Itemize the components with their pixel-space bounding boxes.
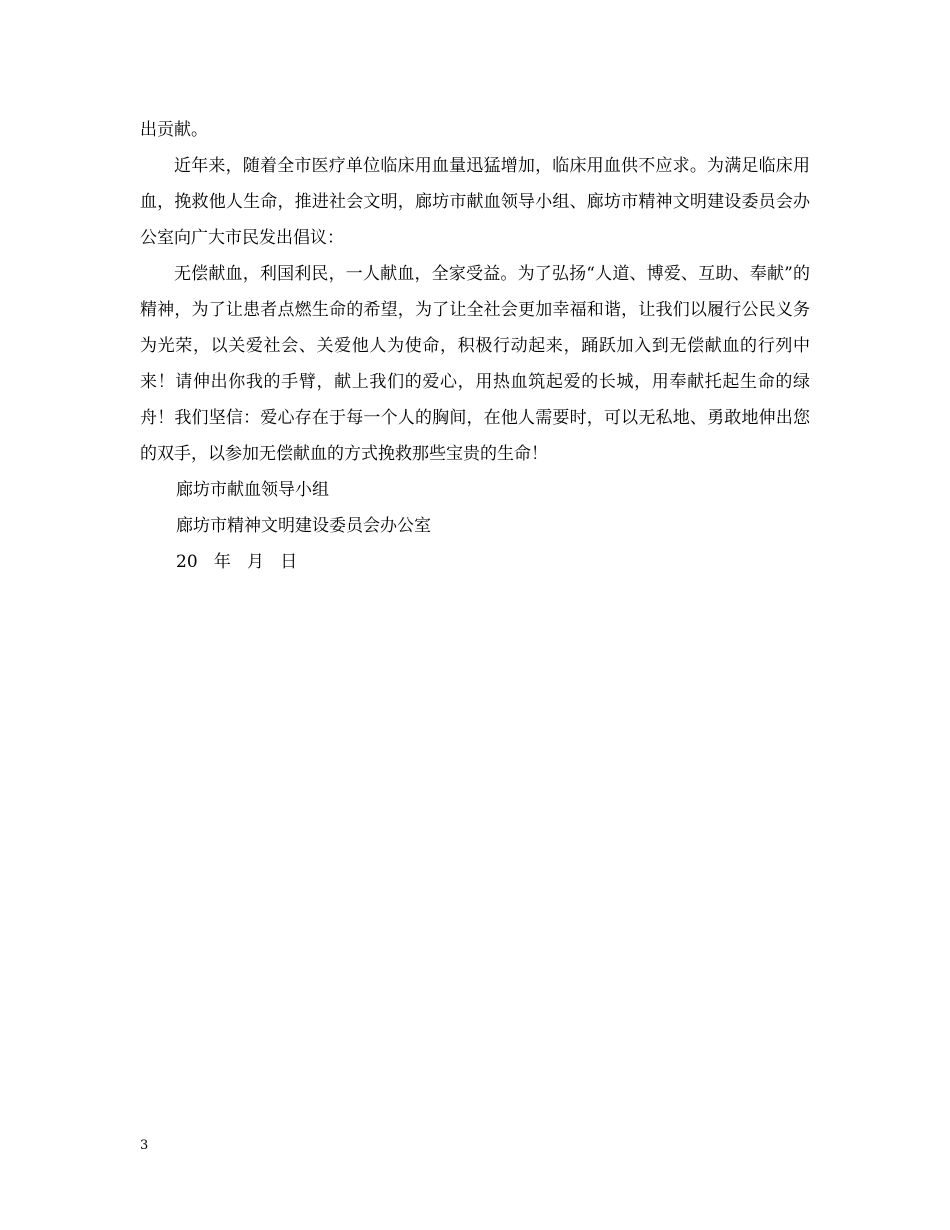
signature-org-civilization-office: 廊坊市精神文明建设委员会办公室	[176, 516, 431, 536]
paragraph-background: 近年来，随着全市医疗单位临床用血量迅猛增加，临床用血供不应求。为满足临床用血，挽救他人生命，推进社会文明，廊坊市献血领导小组、廊坊市精神文明建设委员会办公室向广大市民发出倡议：	[140, 156, 810, 248]
page-number: 3	[140, 1138, 149, 1153]
signature-date: 20 年 月 日	[176, 552, 298, 572]
document-body	[140, 112, 810, 580]
paragraph-proposal: 无偿献血，利国利民，一人献血，全家受益。为了弘扬“人道、博爱、互助、奉献”的精神，为了让患者点燃生命的希望，为了让全社会更加幸福和谐，让我们以履行公民义务为光荣，以关爱社会、关爱他人为使命，积极行动起来，踊跃加入到无偿献血的行列中来！请伸出你我的手臂，献上我们的爱心，用热血筑起爱的长城，用奉献托起生命的绿舟！我们坚信：爱心存在于每一个人的胸间，在他人需要时，可以无私地、勇敢地伸出您的双手，以参加无偿献血的方式挽救那些宝贵的生命！	[140, 264, 810, 464]
signature-org-blood-donation-group: 廊坊市献血领导小组	[176, 480, 329, 500]
paragraph-continuation: 出贡献。	[140, 120, 208, 140]
